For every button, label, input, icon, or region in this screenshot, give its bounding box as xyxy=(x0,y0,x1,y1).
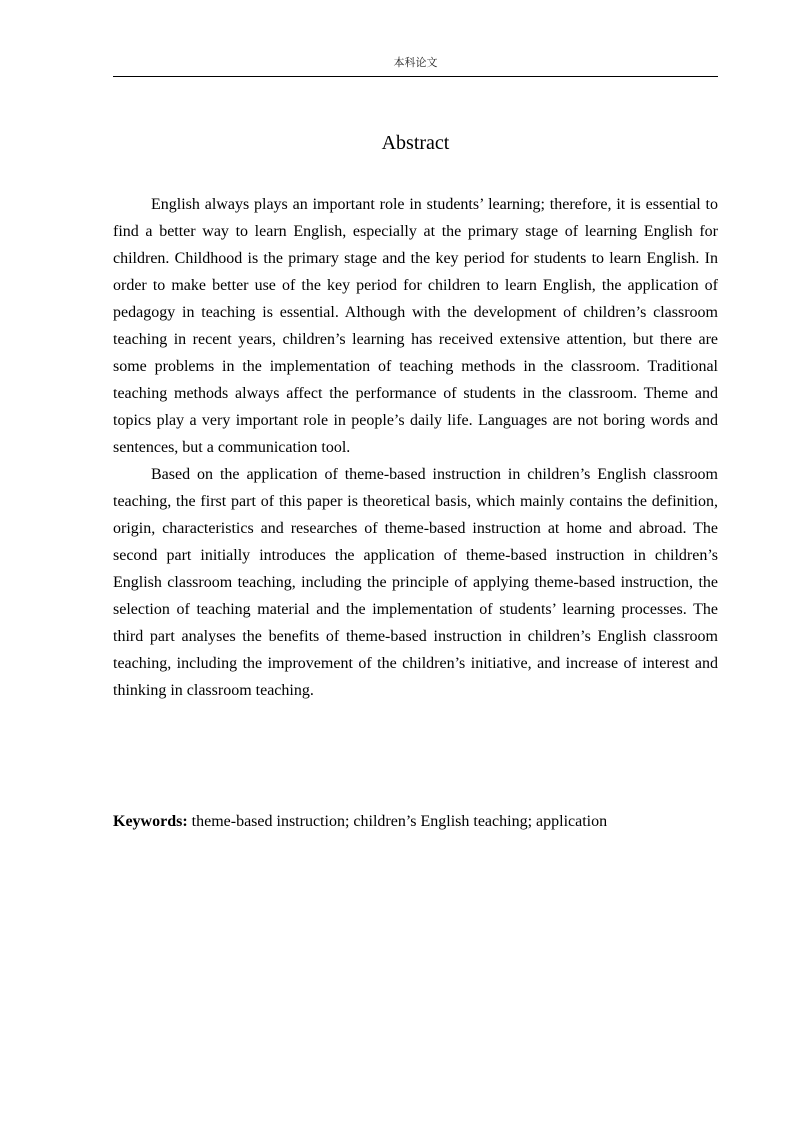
abstract-body xyxy=(113,191,718,704)
abstract-paragraph-2: Based on the application of theme-based instruction in children’s English classroom teaching, the first part of this paper is theoretical basis, which mainly contains the definition, origin, characteristics and researches of theme-based instruction at home and abroad. The second part initially introduces the application of theme-based instruction in children’s English classroom teaching, including the principle of applying theme-based instruction, the selection of teaching material and the implementation of students’ learning processes. The third part analyses the benefits of theme-based instruction in children’s English classroom teaching, including the improvement of the children’s initiative, and increase of interest and thinking in classroom teaching. xyxy=(113,466,718,699)
keywords-label: Keywords: xyxy=(113,813,188,830)
header-divider xyxy=(113,76,718,77)
abstract-paragraph-1: English always plays an important role in students’ learning; therefore, it is essential to find a better way to learn English, especially at the primary stage of learning English for children. Childhood is the primary stage and the key period for students to learn English. In order to make better use of the key period for children to learn English, the application of pedagogy in teaching is essential. Although with the development of children’s classroom teaching in recent years, children’s learning has received extensive attention, but there are some problems in the implementation of teaching methods in the classroom. Traditional teaching methods always affect the performance of students in the classroom. Theme and topics play a very important role in people’s daily life. Languages are not boring words and sentences, but a communication tool. xyxy=(113,196,718,456)
abstract-title: Abstract xyxy=(381,132,450,154)
keywords-text: theme-based instruction; children’s English teaching; application xyxy=(187,813,608,830)
running-header: 本科论文 xyxy=(393,56,438,69)
keywords-line xyxy=(113,808,718,835)
